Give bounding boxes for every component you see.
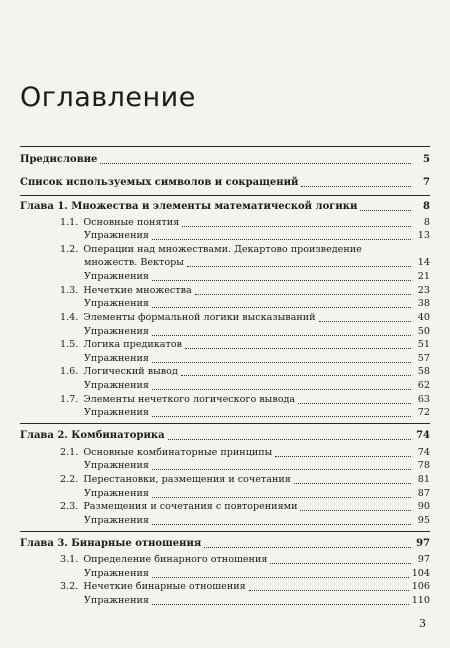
toc-entry-exercises[interactable] — [84, 459, 430, 472]
leader-dots — [319, 311, 411, 322]
leader-dots — [152, 297, 411, 308]
entry-page: 74 — [417, 447, 430, 458]
entry-page: 78 — [417, 460, 430, 471]
leader-dots — [182, 216, 411, 227]
leader-dots — [275, 446, 411, 457]
toc-entry-section-3-2[interactable] — [60, 580, 430, 593]
leader-dots — [187, 256, 411, 267]
section-number: 1.1. — [60, 217, 79, 228]
leader-dots — [294, 473, 411, 484]
leader-dots — [152, 514, 411, 525]
entry-label: Основные комбинаторные принципы — [83, 447, 273, 458]
page-number: 3 — [419, 617, 426, 630]
toc-entry-section-2-3[interactable] — [60, 500, 430, 513]
entry-page: 90 — [417, 501, 430, 512]
toc-entry-exercises[interactable] — [84, 379, 430, 392]
entry-label: Глава 3. Бинарные отношения — [20, 538, 202, 549]
leader-dots — [300, 500, 411, 511]
toc-entry-section-1-2[interactable] — [60, 243, 430, 256]
leader-dots — [181, 365, 411, 376]
entry-label: Упражнения — [84, 568, 149, 579]
toc-entry-exercises[interactable] — [84, 406, 430, 419]
entry-page: 87 — [417, 488, 430, 499]
leader-dots — [152, 567, 409, 578]
entry-page: 21 — [417, 271, 430, 282]
leader-dots — [301, 176, 411, 187]
leader-dots — [152, 459, 411, 470]
leader-dots — [152, 406, 411, 417]
entry-page: 72 — [417, 407, 430, 418]
toc-entry-exercises[interactable] — [84, 297, 430, 310]
toc-entry-section-2-2[interactable] — [60, 473, 430, 486]
leader-dots — [168, 429, 411, 440]
entry-label: Упражнения — [84, 595, 149, 606]
leader-dots — [270, 553, 411, 564]
toc-entry-section-1-1[interactable] — [60, 216, 430, 229]
section-number: 3.1. — [60, 554, 79, 565]
entry-label: Упражнения — [84, 353, 149, 364]
section-number: 1.3. — [60, 285, 79, 296]
entry-label: Элементы формальной логики высказываний — [83, 312, 316, 323]
entry-page: 8 — [423, 217, 430, 228]
toc-entry-section-1-6[interactable] — [60, 365, 430, 378]
leader-dots — [298, 393, 411, 404]
toc-entry-section-2-1[interactable] — [60, 446, 430, 459]
toc-entry-preface[interactable] — [20, 153, 430, 166]
section-number: 1.7. — [60, 394, 79, 405]
section-number: 1.2. — [60, 244, 79, 255]
entry-label: Глава 2. Комбинаторика — [20, 430, 165, 441]
leader-dots — [152, 594, 409, 605]
entry-label: Упражнения — [84, 230, 149, 241]
entry-label: Упражнения — [84, 271, 149, 282]
section-number: 1.5. — [60, 339, 79, 350]
entry-page: 51 — [417, 339, 430, 350]
leader-dots — [152, 325, 411, 336]
toc-entry-chapter-3[interactable] — [20, 537, 430, 550]
toc-entry-section-1-7[interactable] — [60, 393, 430, 406]
entry-label: Упражнения — [84, 407, 149, 418]
toc-entry-chapter-2[interactable] — [20, 429, 430, 442]
section-number: 1.4. — [60, 312, 79, 323]
section-number: 2.3. — [60, 501, 79, 512]
entry-page: 7 — [423, 177, 430, 188]
entry-page: 110 — [411, 595, 430, 606]
entry-page: 95 — [417, 515, 430, 526]
entry-page: 104 — [411, 568, 430, 579]
entry-page: 106 — [411, 581, 430, 592]
entry-label: Упражнения — [84, 326, 149, 337]
entry-page: 58 — [417, 366, 430, 377]
toc-entry-exercises[interactable] — [84, 352, 430, 365]
section-number: 2.1. — [60, 447, 79, 458]
entry-page: 5 — [423, 154, 430, 165]
section-number: 3.2. — [60, 581, 79, 592]
entry-page: 97 — [417, 554, 430, 565]
entry-page: 8 — [423, 201, 430, 212]
entry-label: Упражнения — [84, 298, 149, 309]
entry-label: Логический вывод — [83, 366, 178, 377]
entry-page: 62 — [417, 380, 430, 391]
toc-entry-exercises[interactable] — [84, 514, 430, 527]
toc-entry-symbols[interactable] — [20, 176, 430, 189]
entry-label: Упражнения — [84, 380, 149, 391]
toc-entry-section-3-1[interactable] — [60, 553, 430, 566]
entry-page: 40 — [417, 312, 430, 323]
entry-label-continued: множеств. Векторы — [84, 257, 184, 268]
leader-dots — [152, 487, 411, 498]
entry-page: 63 — [417, 394, 430, 405]
entry-label: Нечеткие множества — [83, 285, 192, 296]
entry-label: Нечеткие бинарные отношения — [83, 581, 246, 592]
entry-label: Глава 1. Множества и элементы математической логики — [20, 201, 358, 212]
entry-label: Размещения и сочетания с повторениями — [83, 501, 298, 512]
entry-label: Определение бинарного отношения — [83, 554, 268, 565]
leader-dots — [152, 229, 411, 240]
entry-page: 23 — [417, 285, 430, 296]
leader-dots — [152, 352, 411, 363]
leader-dots — [360, 200, 411, 211]
entry-page: 50 — [417, 326, 430, 337]
leader-dots — [152, 270, 411, 281]
toc-entry-exercises[interactable] — [84, 270, 430, 283]
entry-label: Список используемых символов и сокращений — [20, 177, 299, 188]
entry-page: 14 — [417, 257, 430, 268]
entry-label: Логика предикатов — [83, 339, 182, 350]
toc-entry-section-1-3[interactable] — [60, 284, 430, 297]
leader-dots — [152, 379, 411, 390]
entry-label: Упражнения — [84, 460, 149, 471]
toc-entry-exercises[interactable] — [84, 325, 430, 338]
toc-entry-section-1-4[interactable] — [60, 311, 430, 324]
leader-dots — [249, 580, 409, 591]
entry-label: Упражнения — [84, 515, 149, 526]
leader-dots — [100, 153, 411, 164]
section-number: 2.2. — [60, 474, 79, 485]
leader-dots — [195, 284, 411, 295]
toc-entry-section-1-5[interactable] — [60, 338, 430, 351]
toc-entry-chapter-1[interactable] — [20, 200, 430, 213]
entry-label: Элементы нечеткого логического вывода — [83, 394, 296, 405]
entry-page: 74 — [416, 430, 430, 441]
leader-dots — [204, 537, 411, 548]
toc-entry-exercises[interactable] — [84, 229, 430, 242]
toc-entry-section-1-2-cont[interactable] — [84, 256, 430, 269]
entry-label: Операции над множествами. Декартово произведение — [83, 244, 362, 255]
entry-page: 57 — [417, 353, 430, 364]
entry-page: 13 — [417, 230, 430, 241]
entry-label: Основные понятия — [83, 217, 180, 228]
toc-entry-exercises[interactable] — [84, 487, 430, 500]
toc-entry-exercises[interactable] — [84, 594, 430, 607]
entry-label: Перестановки, размещения и сочетания — [83, 474, 291, 485]
entry-page: 38 — [417, 298, 430, 309]
page-title: Оглавление — [20, 82, 196, 113]
entry-page: 81 — [417, 474, 430, 485]
leader-dots — [185, 338, 411, 349]
section-number: 1.6. — [60, 366, 79, 377]
entry-page: 97 — [416, 538, 430, 549]
entry-label: Предисловие — [20, 154, 98, 165]
entry-label: Упражнения — [84, 488, 149, 499]
toc-entry-exercises[interactable] — [84, 567, 430, 580]
